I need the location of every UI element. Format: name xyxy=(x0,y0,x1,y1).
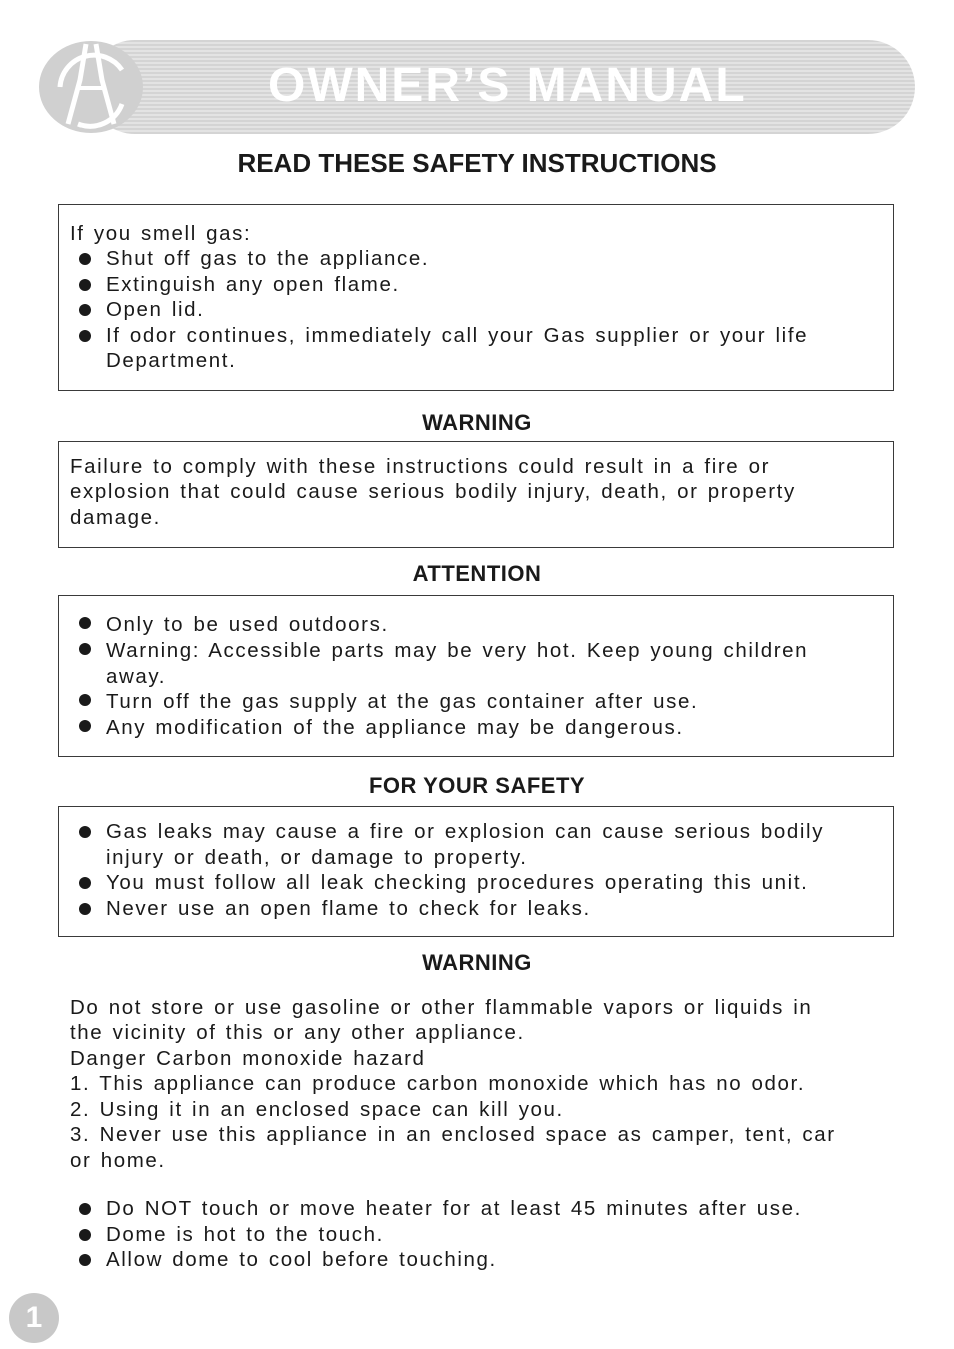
list-item: You must follow all leak checking procedures operating this unit. xyxy=(106,871,809,894)
list-item: Any modification of the appliance may be dangerous. xyxy=(106,716,684,739)
warning-text-line: explosion that could cause serious bodily injury, death, or property xyxy=(70,480,796,503)
bullet-icon xyxy=(79,330,91,342)
warning-text-line: Danger Carbon monoxide hazard xyxy=(70,1047,426,1070)
warning-text-line: or home. xyxy=(70,1149,166,1172)
bullet-icon xyxy=(79,720,91,732)
list-item: Never use an open flame to check for leaks. xyxy=(106,897,591,920)
warning-heading: WARNING xyxy=(422,410,532,435)
list-item: Shut off gas to the appliance. xyxy=(106,247,430,270)
warning-text-line: Do not store or use gasoline or other flammable vapors or liquids in xyxy=(70,996,813,1019)
bullet-icon xyxy=(79,643,91,655)
list-item: Turn off the gas supply at the gas container after use. xyxy=(106,690,699,713)
list-item: Only to be used outdoors. xyxy=(106,613,389,636)
page-number: 1 xyxy=(9,1293,59,1343)
warning-text-line: 2. Using it in an enclosed space can kill you. xyxy=(70,1098,564,1121)
list-item: Extinguish any open flame. xyxy=(106,273,400,296)
warning-text-line: 3. Never use this appliance in an enclosed space as camper, tent, car xyxy=(70,1123,836,1146)
warning-text-line: damage. xyxy=(70,506,161,529)
warning-heading: WARNING xyxy=(422,950,532,975)
header-banner xyxy=(38,40,915,134)
list-item: Open lid. xyxy=(106,298,205,321)
list-item: Warning: Accessible parts may be very hot. Keep young children xyxy=(106,639,809,662)
bullet-icon xyxy=(79,903,91,915)
attention-box xyxy=(58,595,894,757)
attention-heading: ATTENTION xyxy=(412,561,542,586)
list-item: Allow dome to cool before touching. xyxy=(106,1248,497,1271)
warning-box xyxy=(58,441,894,548)
safety-heading: FOR YOUR SAFETY xyxy=(368,773,586,798)
bullet-icon xyxy=(79,279,91,291)
list-item: If odor continues, immediately call your Gas supplier or your life xyxy=(106,324,809,347)
bullet-icon xyxy=(79,617,91,629)
list-item: Do NOT touch or move heater for at least 45 minutes after use. xyxy=(106,1197,802,1220)
safety-box xyxy=(58,806,894,937)
bullet-icon xyxy=(79,826,91,838)
bullet-icon xyxy=(79,1254,91,1266)
bullet-icon xyxy=(79,253,91,265)
bullet-icon xyxy=(79,304,91,316)
gas-intro: If you smell gas: xyxy=(70,222,252,245)
bullet-icon xyxy=(79,694,91,706)
page-title: READ THESE SAFETY INSTRUCTIONS xyxy=(237,148,717,178)
bullet-icon xyxy=(79,877,91,889)
warning-text-line: 1. This appliance can produce carbon monoxide which has no odor. xyxy=(70,1072,806,1095)
tower-logo-icon xyxy=(38,40,144,134)
warning-text-line: the vicinity of this or any other appliance. xyxy=(70,1021,525,1044)
list-item: Gas leaks may cause a fire or explosion can cause serious bodily xyxy=(106,820,825,843)
manual-title: OWNER’S MANUAL xyxy=(268,59,747,112)
bullet-icon xyxy=(79,1229,91,1241)
gas-smell-box xyxy=(58,204,894,391)
list-item: Dome is hot to the touch. xyxy=(106,1223,384,1246)
list-item-continuation: injury or death, or damage to property. xyxy=(106,846,528,869)
bullet-icon xyxy=(79,1203,91,1215)
list-item-continuation: away. xyxy=(106,665,167,688)
warning-text-line: Failure to comply with these instructions could result in a fire or xyxy=(70,455,771,478)
list-item-continuation: Department. xyxy=(106,349,237,372)
